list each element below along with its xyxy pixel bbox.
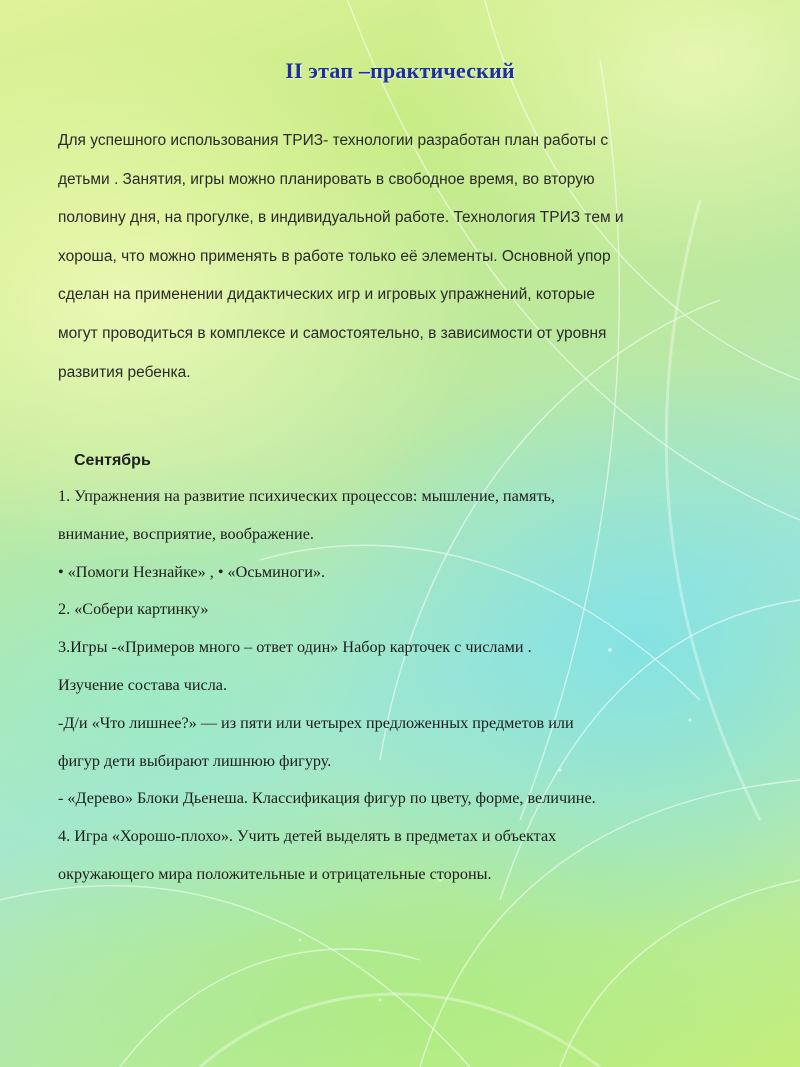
slide-title: II этап –практический <box>285 58 515 83</box>
plan-line: -Д/и «Что лишнее?» — из пяти или четырех предложенных предметов или <box>58 713 574 732</box>
intro-line: Для успешного использования ТРИЗ- технологии разработан план работы с <box>58 132 609 149</box>
plan-line: 1. Упражнения на развитие психических процессов: мышление, память, <box>58 487 555 505</box>
plan-line: 3.Игры -«Примеров много – ответ один» Набор карточек с числами . <box>58 638 532 657</box>
intro-paragraph <box>58 122 778 392</box>
intro-line: могут проводиться в комплексе и самостоятельно, в зависимости от уровня <box>58 324 607 342</box>
intro-line: развития ребенка. <box>58 363 191 381</box>
plan-line: 4. Игра «Хорошо-плохо». Учить детей выделять в предметах и объектах <box>58 827 557 846</box>
plan-line: - «Дерево» Блоки Дьенеша. Классификация фигур по цвету, форме, величине. <box>58 789 596 808</box>
plan-line: • «Помоги Незнайке» , • «Осьминоги». <box>58 562 325 581</box>
plan-line: фигур дети выбирают лишнюю фигуру. <box>58 751 332 770</box>
plan-line: окружающего мира положительные и отрицательные стороны. <box>58 864 492 883</box>
intro-line: детьми . Занятия, игры можно планировать в свободное время, во вторую <box>58 170 595 188</box>
intro-line: половину дня, на прогулке, в индивидуальной работе. Технология ТРИЗ тем и <box>58 209 624 227</box>
month-heading: Сентябрь <box>74 452 151 469</box>
intro-line: сделан на применении дидактических игр и игровых упражнений, которые <box>58 286 596 304</box>
plan-line: Изучение состава числа. <box>58 675 228 694</box>
plan-line: внимание, восприятие, воображение. <box>58 524 314 543</box>
plan-line: 2. «Собери картинку» <box>58 600 209 619</box>
intro-line: хороша, что можно применять в работе только её элементы. Основной упор <box>58 247 611 265</box>
activity-plan <box>58 478 778 894</box>
